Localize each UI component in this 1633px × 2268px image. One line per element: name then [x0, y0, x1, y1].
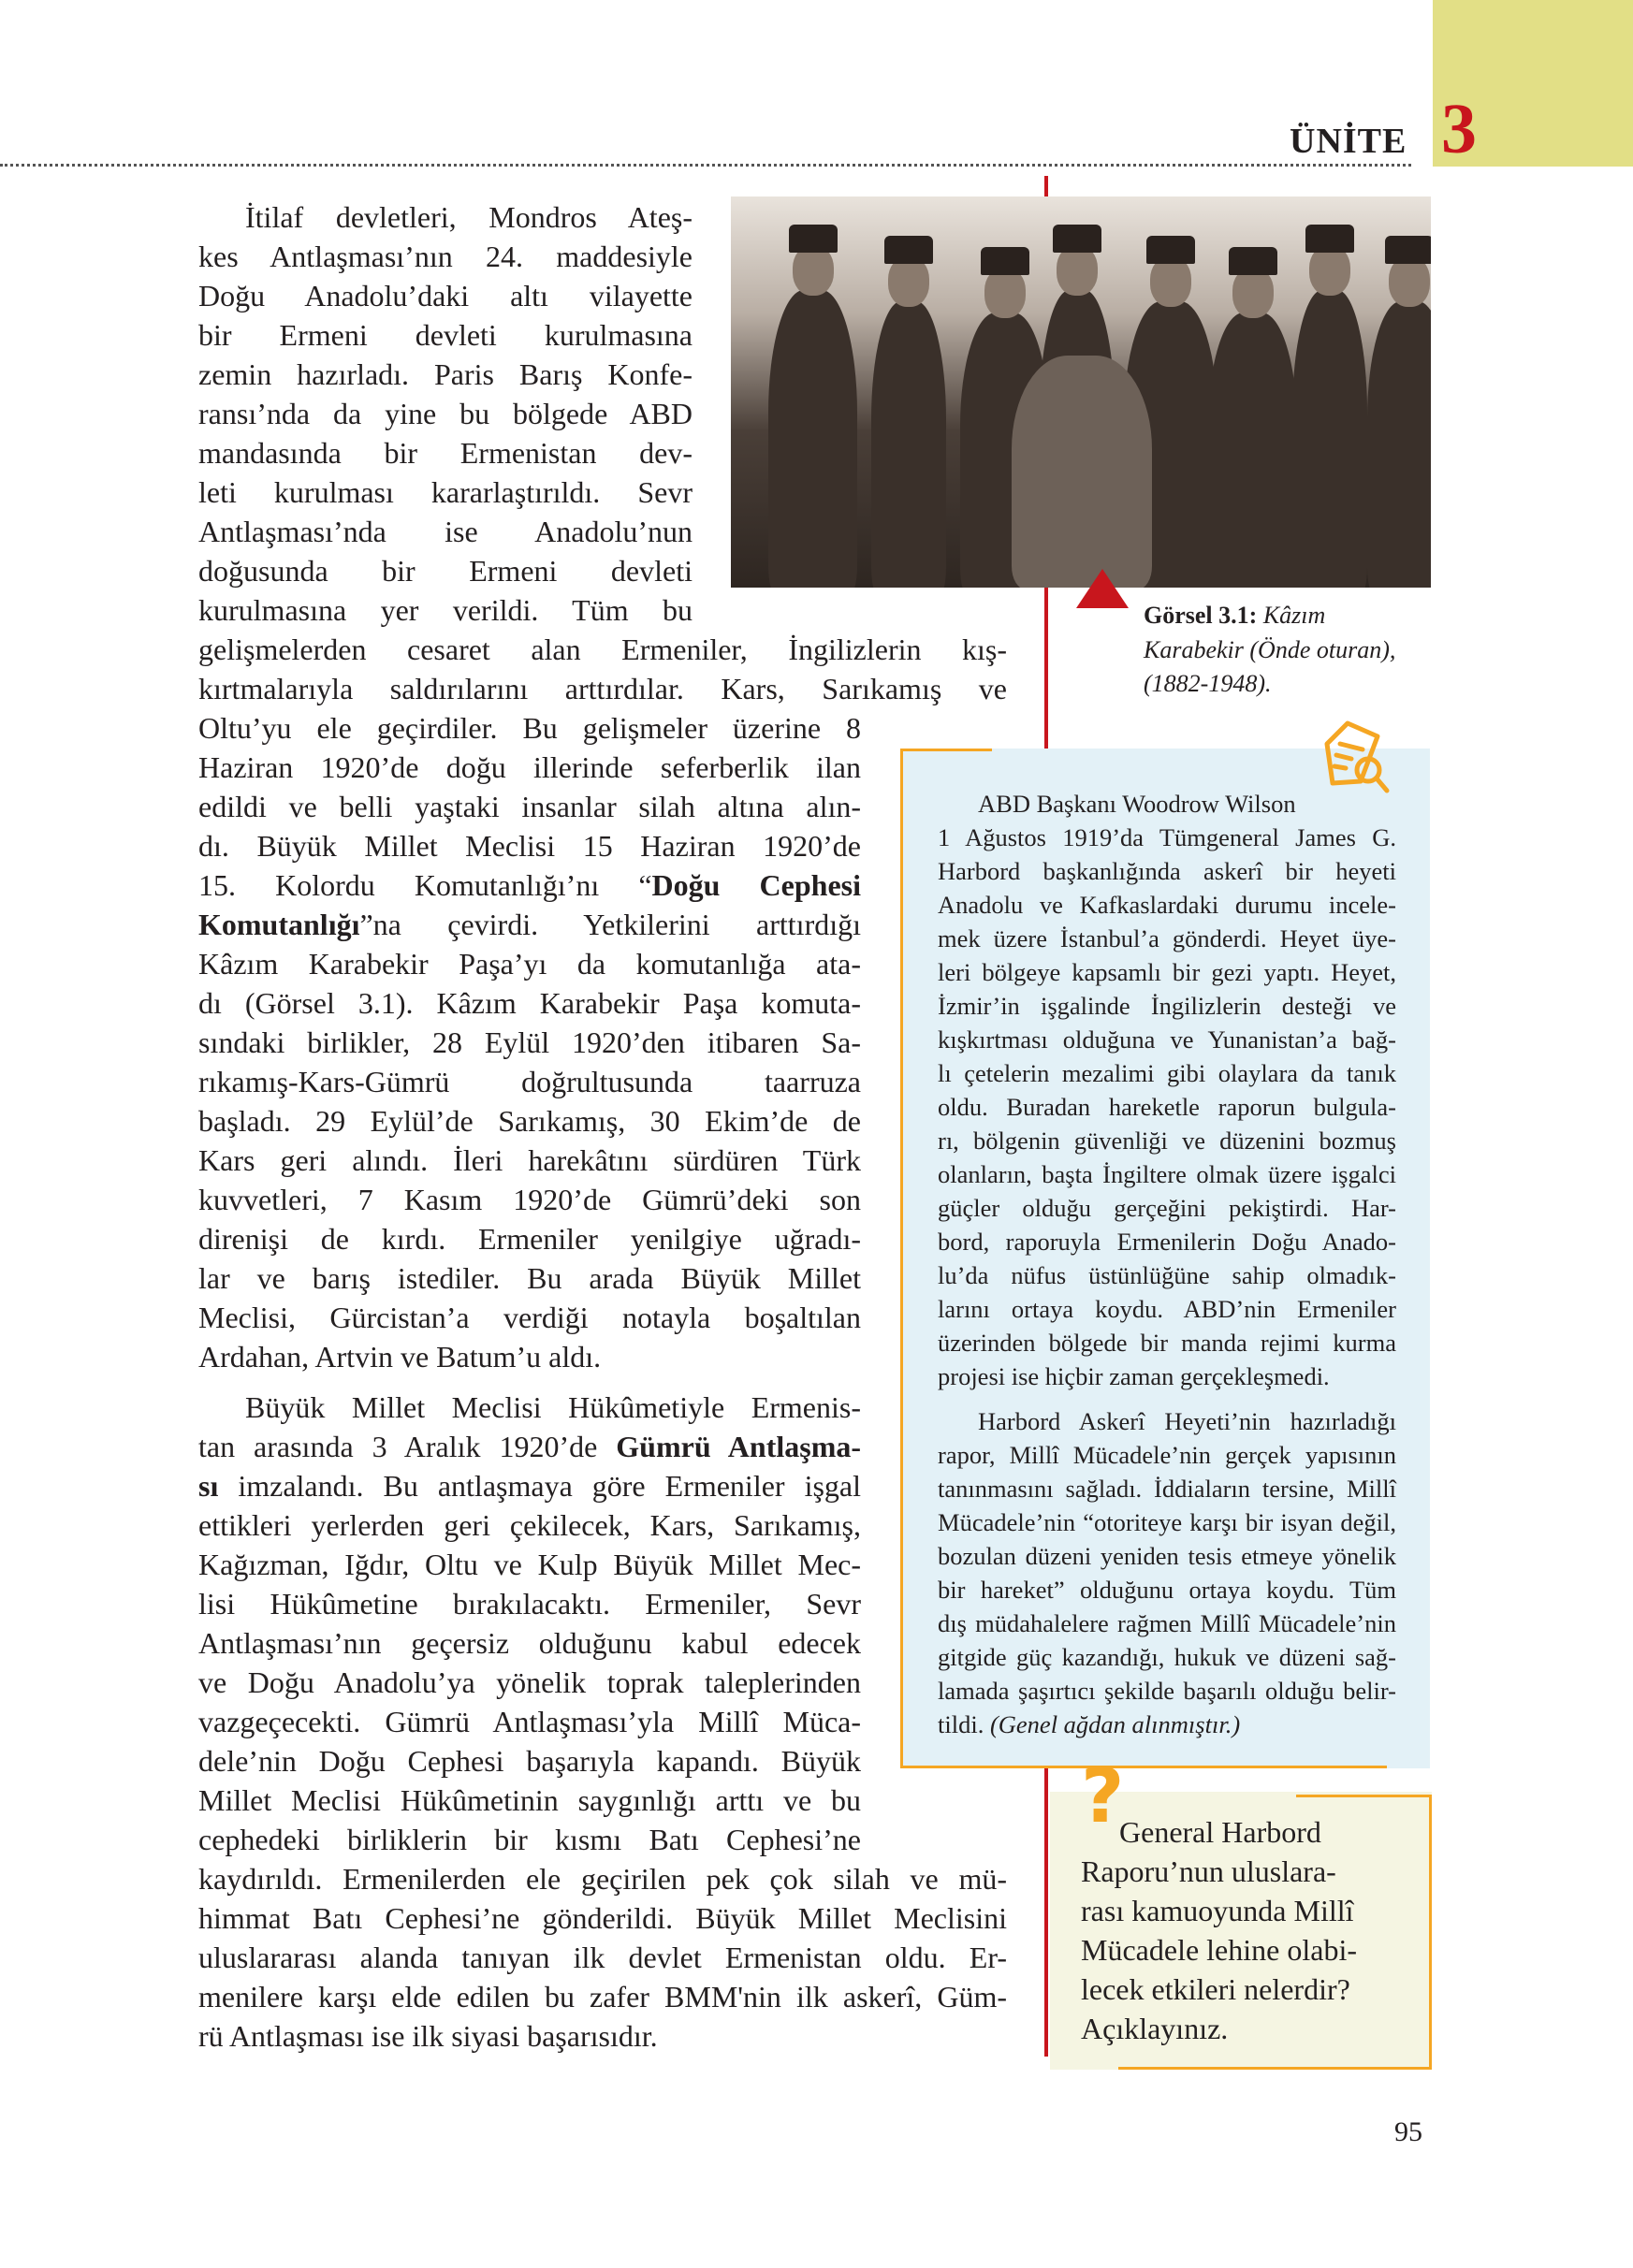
text-line: [198, 1746, 861, 1778]
text-line: [198, 1785, 861, 1817]
text-line: [938, 994, 1396, 1020]
text-segment: tan arasında 3 Aralık 1920’de: [198, 1430, 617, 1463]
text-segment: Doğu Anadolu’daki altı vilayette: [198, 279, 693, 313]
text-segment: 15. Kolordu Komutanlığı’nı “: [198, 868, 652, 902]
text-line: [938, 1712, 1396, 1738]
bold-term: Komutanlığı: [198, 908, 360, 941]
text-line: [198, 1589, 861, 1621]
text-line: [938, 1476, 1396, 1503]
bold-term: Gümrü Antlaşma-: [616, 1430, 862, 1463]
text-line: [198, 1224, 861, 1256]
bold-term: sı: [198, 1469, 219, 1503]
text-segment: olanların, başta İngiltere olmak üzere işgalci: [938, 1160, 1396, 1188]
text-segment: ABD Başkanı Woodrow Wilson: [978, 790, 1296, 818]
text-segment: projesi ise hiçbir zaman gerçekleşmedi.: [938, 1362, 1330, 1390]
text-segment: Anadolu ve Kafkaslardaki durumu incele-: [938, 891, 1396, 919]
document-search-icon: [1320, 716, 1394, 800]
text-line: [938, 960, 1396, 986]
text-segment: Antlaşması’nda ise Anadolu’nun: [198, 515, 693, 548]
info-box-border: [900, 749, 903, 1768]
text-segment: Mücadele’nin “otoriteye karşı bir isyan değil,: [938, 1508, 1396, 1536]
text-segment: İtilaf devletleri, Mondros Ateş-: [245, 200, 693, 234]
info-box-border: [900, 749, 992, 751]
photo-figure-cap: [1229, 247, 1277, 275]
text-line: [198, 359, 693, 391]
text-line: [198, 752, 861, 784]
text-segment: Harbord Askerî Heyeti’nin hazırladığı: [978, 1407, 1396, 1435]
question-line: General Harbord: [1119, 1815, 1321, 1849]
caption-line: Kâzım: [1257, 602, 1326, 629]
text-line: [938, 1364, 1396, 1390]
text-segment: Kağızman, Iğdır, Oltu ve Kulp Büyük Millet Mec-: [198, 1548, 861, 1581]
text-segment: bir hareket” olduğunu ortaya koydu. Tüm: [938, 1576, 1396, 1604]
text-segment: sındaki birlikler, 28 Eylül 1920’den itibaren Sa-: [198, 1025, 861, 1059]
text-line: [198, 1942, 1007, 1974]
text-segment: Kars geri alındı. İleri harekâtını sürdüren Türk: [198, 1143, 861, 1177]
text-segment: üzerinden bölgede bir manda rejimi kurma: [938, 1329, 1396, 1357]
historical-photo-kazim-karabekir: [731, 196, 1431, 588]
text-segment: oldu. Buradan hareketle raporun bulgula-: [938, 1093, 1396, 1121]
text-segment: kırtmalarıyla saldırılarını arttırdılar. Kars, Sarıkamış ve: [198, 672, 1007, 705]
text-line: [198, 1342, 861, 1374]
caption-line: (1882-1948).: [1144, 670, 1272, 697]
text-line: [198, 1263, 861, 1295]
text-line: [938, 1510, 1396, 1536]
text-line: [938, 859, 1396, 885]
text-segment: dış müdahalelere rağmen Millî Mücadele’nin: [938, 1609, 1396, 1637]
photo-figure-cap: [884, 236, 933, 264]
text-line: [198, 1628, 861, 1660]
text-line: [198, 281, 693, 313]
text-line: [245, 202, 693, 234]
text-segment: larını ortaya koydu. ABD’nin Ermeniler: [938, 1295, 1396, 1323]
photo-figure-head: [888, 256, 929, 307]
text-segment: mek üzere İstanbul’a gönderdi. Heyet üye-: [938, 924, 1396, 952]
text-segment: Harbord başkanlığında askerî bir heyeti: [938, 857, 1396, 885]
text-line: [938, 1263, 1396, 1289]
text-line: [938, 1128, 1396, 1155]
text-line: [938, 1162, 1396, 1188]
text-line: [198, 1027, 861, 1059]
text-segment: uluslararası alanda tanıyan ilk devlet Ermenistan oldu. Er-: [198, 1941, 1007, 1974]
photo-figure-head: [1389, 256, 1430, 307]
text-line: [198, 1067, 861, 1098]
unit-number: 3: [1441, 90, 1477, 168]
photo-figure-cap: [981, 247, 1029, 275]
photo-figure-head: [1309, 245, 1350, 296]
text-segment: ransı’nda da yine bu bölgede ABD: [198, 397, 693, 430]
text-line: [198, 949, 861, 981]
text-line: [198, 1864, 1007, 1896]
text-line: [198, 792, 861, 823]
photo-figure: [871, 301, 946, 588]
text-segment: zemin hazırladı. Paris Barış Konfe-: [198, 357, 693, 391]
text-line: [938, 1577, 1396, 1604]
text-segment: Antlaşması’nın geçersiz olduğunu kabul edecek: [198, 1626, 861, 1660]
text-segment: kurulmasına yer verildi. Tüm bu: [198, 593, 693, 627]
photo-figure-cap: [1385, 236, 1431, 264]
text-segment: lar ve barış istediler. Bu arada Büyük Millet: [198, 1261, 861, 1295]
text-line: [938, 1645, 1396, 1671]
text-line: [938, 893, 1396, 919]
text-segment: leri bölgeye kapsamlı bir gezi yaptı. Heyet,: [938, 958, 1396, 986]
photo-figure-cap: [1146, 236, 1195, 264]
text-line: [198, 477, 693, 509]
figure-caption: [1144, 599, 1395, 702]
text-segment: bozulan düzeni yeniden tesis etmeye yönelik: [938, 1542, 1396, 1570]
text-segment: kaydırıldı. Ermenilerden ele geçirilen pek çok silah ve mü-: [198, 1862, 1007, 1896]
text-segment: ve Doğu Anadolu’ya yönelik toprak taleplerinden: [198, 1665, 861, 1699]
text-line: [198, 870, 861, 902]
text-segment: direnişi de kırdı. Ermeniler yenilgiye uğradı-: [198, 1222, 861, 1256]
question-box-border: [1429, 1795, 1432, 2070]
source-note: (Genel ağdan alınmıştır.): [989, 1710, 1241, 1738]
text-segment: rıkamış-Kars-Gümrü doğrultusunda taarruza: [198, 1065, 861, 1098]
question-line: Raporu’nun uluslara-: [1081, 1854, 1336, 1888]
question-line: Mücadele lehine olabi-: [1081, 1933, 1357, 1967]
page-number: 95: [1394, 2116, 1422, 2147]
question-line: lecek etkileri nelerdir?: [1081, 1972, 1350, 2006]
text-line: [198, 1510, 861, 1542]
text-line: [938, 825, 1396, 851]
text-line: [198, 1667, 861, 1699]
text-line: [198, 1302, 861, 1334]
text-segment: dı. Büyük Millet Meclisi 15 Haziran 1920’de: [198, 829, 861, 863]
text-segment: rı, bölgenin güvenliği ve düzenini bozmuş: [938, 1127, 1396, 1155]
photo-figure: [1292, 290, 1367, 588]
text-segment: lisi Hükûmetine bırakılacaktı. Ermeniler, Sevr: [198, 1587, 861, 1621]
text-segment: lı çetelerin mezalimi gibi olaylara da tanık: [938, 1059, 1396, 1087]
header-dotted-divider: [0, 164, 1411, 167]
photo-figure-head: [1057, 245, 1098, 296]
text-segment: rü Antlaşması ise ilk siyasi başarısıdır.: [198, 2019, 658, 2053]
text-line: [198, 516, 693, 548]
text-line: [198, 1549, 861, 1581]
text-line: [938, 1297, 1396, 1323]
text-line: [198, 1106, 861, 1138]
photo-figure: [1208, 313, 1297, 588]
photo-figure: [768, 290, 857, 588]
text-line: [198, 909, 861, 941]
photo-figure-cap: [789, 225, 838, 253]
bold-term: Doğu Cephesi: [651, 868, 862, 902]
text-segment: menilere karşı elde edilen bu zafer BMM'nin ilk askerî, Güm-: [198, 1980, 1007, 2014]
photo-figure-head: [1232, 268, 1274, 318]
text-segment: dı (Görsel 3.1). Kâzım Karabekir Paşa komuta-: [198, 986, 861, 1020]
text-line: [198, 1145, 861, 1177]
text-line: [198, 595, 693, 627]
text-segment: imzalandı. Bu antlaşmaya göre Ermeniler işgal: [218, 1469, 861, 1503]
photo-figure-cap: [1053, 225, 1101, 253]
text-line: [198, 1982, 1007, 2014]
text-line: [938, 1061, 1396, 1087]
text-line: [938, 1196, 1396, 1222]
photo-figure-head: [793, 245, 834, 296]
text-segment: Oltu’yu ele geçirdiler. Bu gelişmeler üzerine 8: [198, 711, 861, 745]
text-segment: 1 Ağustos 1919’da Tümgeneral James G.: [938, 823, 1396, 851]
photo-figure: [1367, 301, 1431, 588]
question-line: rası kamuoyunda Millî: [1081, 1894, 1354, 1927]
text-segment: lu’da nüfus üstünlüğüne sahip olmadık-: [938, 1261, 1396, 1289]
text-segment: Ardahan, Artvin ve Batum’u aldı.: [198, 1340, 602, 1374]
text-line: [198, 1707, 861, 1738]
text-segment: lamada şaşırtıcı şekilde başarılı olduğu belir-: [938, 1677, 1396, 1705]
photo-figure-cap: [1305, 225, 1354, 253]
text-line: [245, 1392, 861, 1424]
text-line: [978, 1409, 1396, 1435]
text-line: [198, 674, 1007, 705]
text-line: [938, 1095, 1396, 1121]
unit-label: ÜNİTE: [1290, 122, 1407, 161]
question-mark-icon: ?: [1081, 1752, 1125, 1839]
text-line: [938, 1611, 1396, 1637]
text-line: [938, 1544, 1396, 1570]
text-line: [198, 1471, 861, 1503]
text-line: [938, 1229, 1396, 1256]
text-line: [198, 1825, 861, 1856]
text-line: [198, 988, 861, 1020]
text-segment: rapor, Millî Mücadele’nin gerçek yapısının: [938, 1441, 1396, 1469]
text-line: [198, 831, 861, 863]
text-line: [938, 1027, 1396, 1054]
text-line: [198, 2021, 1007, 2053]
text-segment: bord, raporuyla Ermenilerin Doğu Anado-: [938, 1228, 1396, 1256]
caption-line: Karabekir (Önde oturan),: [1144, 635, 1396, 663]
photo-figure-head: [1150, 256, 1191, 307]
text-line: [938, 1443, 1396, 1469]
text-segment: İzmir’in işgalinde İngilizlerin desteği ve: [938, 992, 1396, 1020]
text-segment: gitgide güç kazandığı, hukuk ve düzeni sağ-: [938, 1643, 1396, 1671]
text-line: [198, 634, 1007, 666]
text-line: [198, 241, 693, 273]
text-segment: kes Antlaşması’nın 24. maddesiyle: [198, 240, 693, 273]
text-segment: ”na çevirdi. Yetkilerini arttırdığı: [359, 908, 861, 941]
text-segment: doğusunda bir Ermeni devleti: [198, 554, 693, 588]
text-segment: güçler olduğu gerçeğini pekiştirdi. Har-: [938, 1194, 1396, 1222]
caption-label: Görsel 3.1:: [1144, 602, 1258, 629]
caption-pointer-triangle-icon: [1076, 569, 1129, 608]
text-segment: kışkırtması olduğuna ve Yunanistan’a bağ-: [938, 1025, 1396, 1054]
text-segment: himmat Batı Cephesi’ne gönderildi. Büyük Millet Meclisini: [198, 1901, 1007, 1935]
text-segment: vazgeçecekti. Gümrü Antlaşması’yla Millî Müca-: [198, 1705, 861, 1738]
photo-seated-figure: [1012, 356, 1152, 588]
text-line: [938, 1679, 1396, 1705]
text-line: [938, 1330, 1396, 1357]
text-line: [198, 1903, 1007, 1935]
text-segment: leti kurulması kararlaştırıldı. Sevr: [198, 475, 693, 509]
text-line: [978, 792, 1396, 818]
text-segment: başladı. 29 Eylül’de Sarıkamış, 30 Ekim’de de: [198, 1104, 861, 1138]
text-segment: Millet Meclisi Hükûmetinin saygınlığı arttı ve bu: [198, 1783, 861, 1817]
question-box-border: [1296, 1795, 1432, 1797]
text-line: [198, 1185, 861, 1216]
text-segment: edildi ve belli yaştaki insanlar silah altına alın-: [198, 790, 861, 823]
text-line: [938, 926, 1396, 952]
text-line: [198, 320, 693, 352]
text-line: [198, 438, 693, 470]
text-segment: Haziran 1920’de doğu illerinde seferberlik ilan: [198, 750, 861, 784]
text-segment: mandasında bir Ermenistan dev-: [198, 436, 693, 470]
question-line: Açıklayınız.: [1081, 2012, 1229, 2045]
text-segment: tildi.: [938, 1710, 990, 1738]
question-box-border: [1118, 2067, 1432, 2070]
text-segment: bir Ermeni devleti kurulmasına: [198, 318, 693, 352]
text-line: [198, 399, 693, 430]
text-segment: Büyük Millet Meclisi Hükûmetiyle Ermenis-: [245, 1390, 861, 1424]
text-segment: cephedeki birliklerin bir kısmı Batı Cephesi’ne: [198, 1823, 861, 1856]
text-segment: Meclisi, Gürcistan’a verdiği notayla boşaltılan: [198, 1301, 861, 1334]
text-line: [198, 1432, 861, 1463]
text-line: [198, 713, 861, 745]
text-segment: dele’nin Doğu Cephesi başarıyla kapandı. Büyük: [198, 1744, 861, 1778]
text-segment: kuvvetleri, 7 Kasım 1920’de Gümrü’deki son: [198, 1183, 861, 1216]
text-segment: Kâzım Karabekir Paşa’yı da komutanlığa ata-: [198, 947, 861, 981]
text-line: [198, 556, 693, 588]
text-segment: ettikleri yerlerden geri çekilecek, Kars, Sarıkamış,: [198, 1508, 861, 1542]
text-segment: gelişmelerden cesaret alan Ermeniler, İngilizlerin kış-: [198, 632, 1007, 666]
text-segment: tanınmasını sağladı. İddiaların tersine, Millî: [938, 1475, 1396, 1503]
photo-figure-head: [984, 268, 1026, 318]
info-box-border: [900, 1766, 1387, 1768]
